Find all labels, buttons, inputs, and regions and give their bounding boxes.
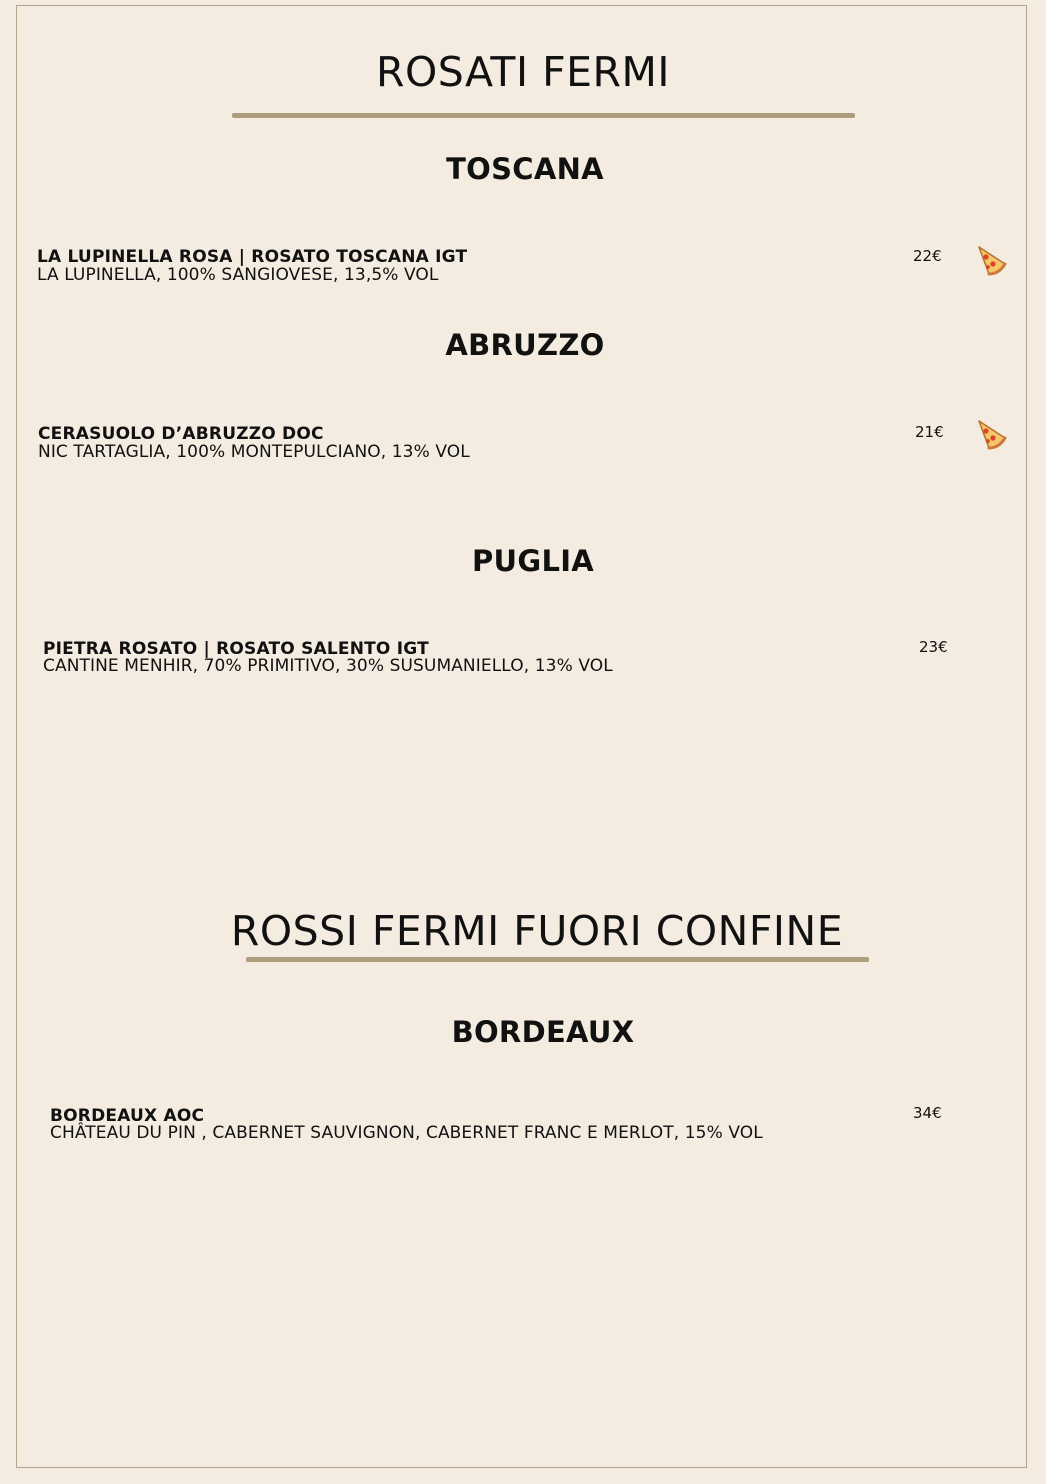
pizza-slice-icon bbox=[975, 244, 1007, 276]
region-heading-puglia: PUGLIA bbox=[471, 544, 595, 578]
section-title-rosati-fermi: ROSATI FERMI bbox=[375, 48, 671, 96]
wine-price: 22€ bbox=[913, 247, 942, 265]
section-title-rossi-fermi-fuori-confine: ROSSI FERMI FUORI CONFINE bbox=[230, 907, 844, 955]
wine-description: LA LUPINELLA, 100% SANGIOVESE, 13,5% VOL bbox=[37, 265, 439, 285]
wine-name: LA LUPINELLA ROSA | ROSATO TOSCANA IGT bbox=[37, 247, 468, 267]
wine-name: BORDEAUX AOC bbox=[50, 1106, 205, 1126]
wine-description: CANTINE MENHIR, 70% PRIMITIVO, 30% SUSUMANIELLO, 13% VOL bbox=[43, 656, 613, 676]
wine-name: PIETRA ROSATO | ROSATO SALENTO IGT bbox=[43, 639, 429, 659]
pizza-slice-icon bbox=[975, 418, 1007, 450]
wine-description: CHÂTEAU DU PIN , CABERNET SAUVIGNON, CABERNET FRANC E MERLOT, 15% VOL bbox=[50, 1123, 763, 1143]
wine-name: CERASUOLO D’ABRUZZO DOC bbox=[38, 424, 324, 444]
wine-description: NIC TARTAGLIA, 100% MONTEPULCIANO, 13% VOL bbox=[38, 442, 470, 462]
wine-price: 23€ bbox=[919, 638, 948, 656]
region-heading-bordeaux: BORDEAUX bbox=[451, 1015, 635, 1049]
title-underline bbox=[246, 957, 869, 962]
page-border bbox=[16, 5, 1027, 1468]
wine-price: 21€ bbox=[915, 423, 944, 441]
wine-price: 34€ bbox=[913, 1104, 942, 1122]
region-heading-abruzzo: ABRUZZO bbox=[445, 328, 605, 362]
region-heading-toscana: TOSCANA bbox=[446, 152, 604, 186]
title-underline bbox=[232, 113, 855, 118]
